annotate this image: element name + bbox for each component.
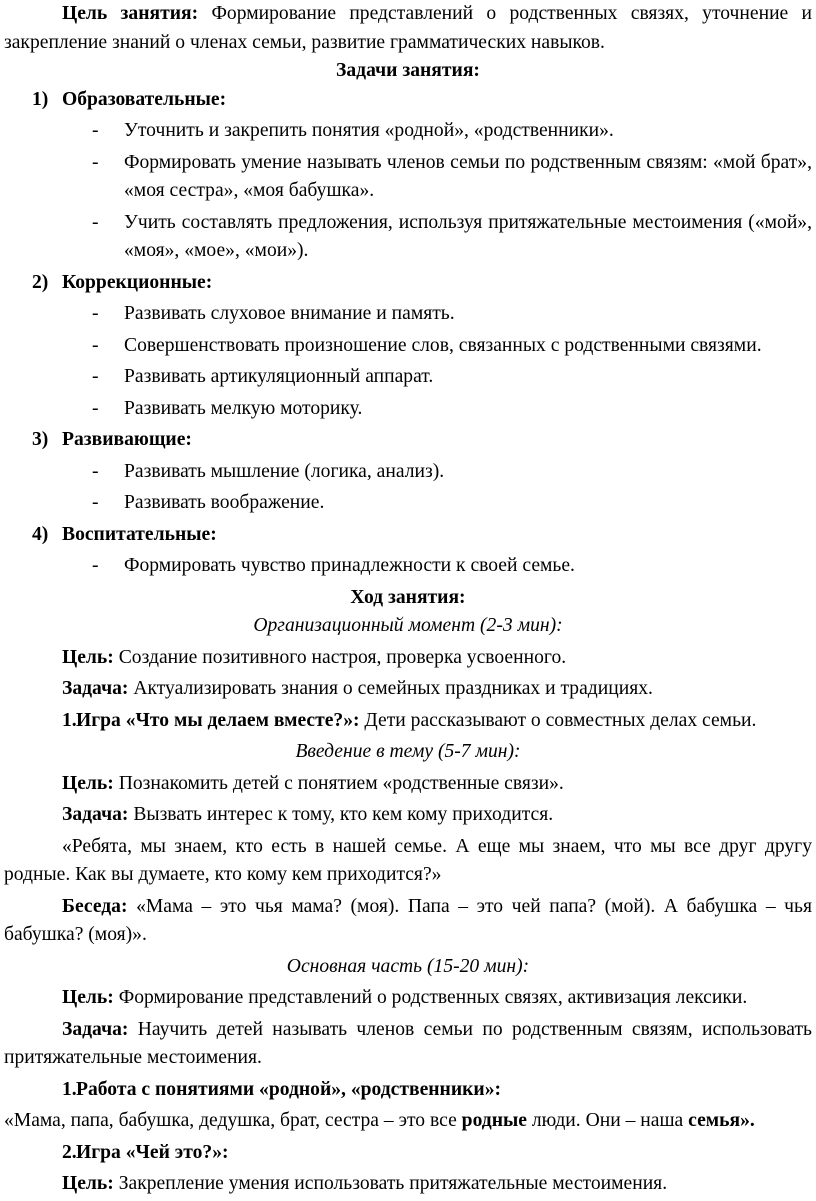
list-item-text: Развивать артикуляционный аппарат.: [124, 366, 434, 387]
main-game-heading: [4, 1139, 812, 1168]
work-text-1: «Мама, папа, бабушка, дедушка, брат, сестра – это все: [4, 1110, 462, 1131]
list-item-text: Развивать мелкую моторику.: [124, 397, 363, 419]
list-item: [4, 209, 812, 266]
dash-bullet: -: [92, 555, 99, 576]
goal-label: Цель:: [62, 772, 114, 794]
task-label: Задача:: [62, 1018, 129, 1040]
lesson-goal-text: Формирование представлений о родственных связях, уточнение и закрепление знаний о членах семьи, развитие грамматических навыков.: [4, 3, 813, 53]
list-item-text: Совершенствовать произношение слов, связанных с родственными связями.: [124, 334, 762, 356]
dash-bullet: -: [92, 120, 99, 141]
list-item-text: Развивать слуховое внимание и память.: [124, 303, 455, 324]
list-item: [4, 332, 812, 361]
list-item-text: Формировать умение называть членов семьи по родственным связям: «мой брат», «моя сестра», «моя бабушка».: [124, 151, 812, 201]
goal-label: Цель:: [62, 1173, 114, 1194]
intro-talk: [4, 893, 812, 950]
list-item: [4, 395, 812, 424]
list-item-text: Развивать мышление (логика, анализ).: [124, 460, 445, 482]
dash-bullet: -: [92, 151, 99, 173]
intro-goal: [4, 770, 812, 799]
org-game: [4, 707, 812, 736]
main-work-heading: [4, 1076, 812, 1105]
goal-text: Закрепление умения использовать притяжательные местоимения.: [113, 1173, 668, 1194]
list-item: [4, 149, 812, 206]
task-label: Задача:: [62, 804, 129, 825]
dash-bullet: -: [92, 366, 99, 387]
section-heading-intro: Введение в тему (5-7 мин):: [295, 741, 521, 762]
task-group-heading: [4, 426, 812, 455]
item-number: 1.: [62, 709, 77, 731]
task-group-title: Воспитательные:: [62, 523, 217, 545]
main-task: [4, 1016, 812, 1073]
course-heading: Ход занятия:: [350, 586, 466, 608]
list-item: [4, 363, 812, 392]
talk-text: «Мама – это чья мама? (моя). Папа – это чей папа? (мой). А бабушка – чья бабушка? (моя)».: [4, 895, 812, 945]
game-text: Дети рассказывают о совместных делах семьи.: [359, 709, 757, 731]
list-item: [4, 552, 812, 581]
task-text: Научить детей называть членов семьи по родственным связям, использовать притяжательные местоимения.: [4, 1018, 812, 1068]
list-item-text: Уточнить и закрепить понятия «родной», «родственники».: [124, 120, 614, 141]
main-last-goal: [4, 1170, 812, 1199]
task-group-number: 2): [32, 271, 49, 293]
work-bold-2: семья».: [688, 1110, 755, 1131]
dash-bullet: -: [92, 492, 99, 513]
dash-bullet: -: [92, 303, 99, 324]
task-group-heading: [4, 86, 812, 115]
main-goal: [4, 984, 812, 1013]
dash-bullet: -: [92, 397, 99, 419]
task-group-number: 1): [32, 88, 49, 110]
dash-bullet: -: [92, 460, 99, 482]
list-item-text: Развивать воображение.: [124, 492, 325, 513]
task-group-heading: [4, 269, 812, 298]
task-label: Задача:: [62, 678, 129, 699]
item-number: 2.: [62, 1141, 77, 1163]
list-item-text: Учить составлять предложения, используя притяжательные местоимения («мой», «моя», «мое», «мои»).: [124, 211, 812, 261]
task-group-title: Образовательные:: [62, 88, 227, 110]
task-text: Вызвать интерес к тому, кто кем кому приходится.: [128, 804, 554, 825]
task-group-number: 4): [32, 523, 49, 545]
task-text: Актуализировать знания о семейных праздниках и традициях.: [128, 678, 653, 699]
goal-text: Формирование представлений о родственных связях, активизация лексики.: [113, 987, 748, 1008]
goal-label: Цель:: [62, 987, 114, 1008]
game-title: Игра «Что мы делаем вместе?»:: [76, 709, 360, 731]
task-group-number: 3): [32, 429, 49, 450]
section-heading-main: Основная часть (15-20 мин):: [286, 955, 530, 977]
goal-text: Создание позитивного настроя, проверка усвоенного.: [113, 646, 567, 668]
list-item: [4, 300, 812, 329]
goal-label: Цель:: [62, 646, 114, 668]
tasks-heading: Задачи занятия:: [336, 60, 480, 81]
lesson-goal-label: Цель занятия:: [62, 3, 199, 24]
dash-bullet: -: [92, 211, 99, 233]
list-item: [4, 458, 812, 487]
game-title: Игра «Чей это?»:: [76, 1141, 229, 1163]
main-work-text: [4, 1107, 812, 1136]
dash-bullet: -: [92, 334, 99, 356]
work-title: Работа с понятиями «родной», «родственники»:: [76, 1078, 502, 1100]
task-group-title: Коррекционные:: [62, 271, 213, 293]
list-item-text: Формировать чувство принадлежности к своей семье.: [124, 555, 575, 576]
list-item: [4, 489, 812, 518]
intro-task: [4, 801, 812, 830]
list-item: [4, 117, 812, 146]
work-bold-1: родные: [461, 1110, 527, 1131]
intro-quote: «Ребята, мы знаем, кто есть в нашей семье. А еще мы знаем, что мы все друг другу родные. Как вы думаете, кто кому кем приходится?»: [4, 835, 812, 885]
work-text-2: люди. Они – наша: [527, 1110, 689, 1131]
org-task: [4, 675, 812, 704]
task-group-title: Развивающие:: [62, 429, 192, 450]
goal-text: Познакомить детей с понятием «родственные связи».: [113, 772, 564, 794]
task-group-heading: [4, 521, 812, 550]
item-number: 1.: [62, 1078, 77, 1100]
lesson-goal-paragraph: [4, 0, 812, 57]
org-goal: [4, 644, 812, 673]
talk-label: Беседа:: [62, 895, 128, 917]
section-heading-org: Организационный момент (2-3 мин):: [253, 615, 563, 636]
